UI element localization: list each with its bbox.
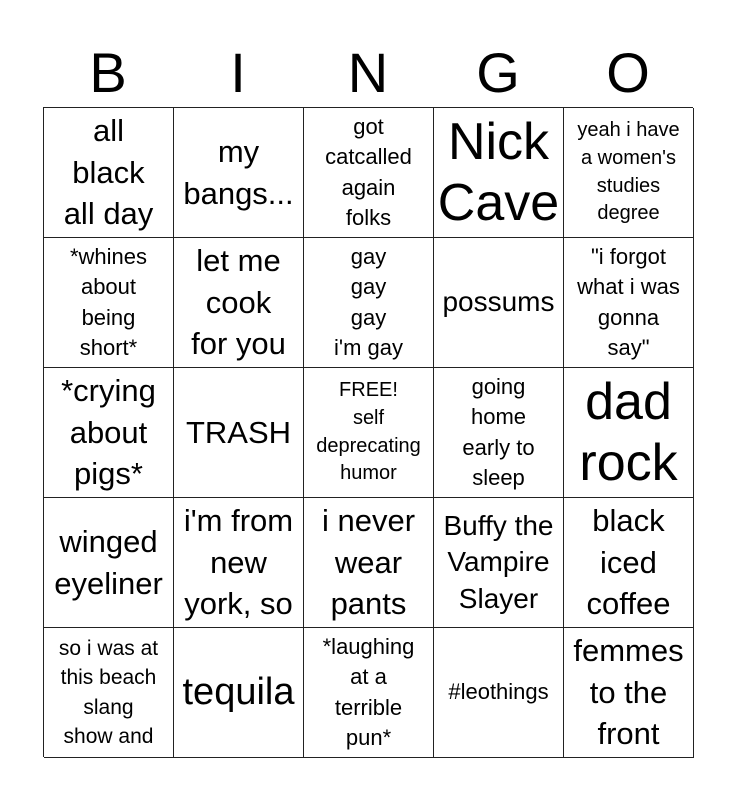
bingo-cell-r3c4[interactable] xyxy=(434,368,564,498)
cell-text: possums xyxy=(442,286,555,318)
cell-text: *crying about pigs* xyxy=(61,372,156,492)
cell-text: TRASH xyxy=(185,414,292,450)
cell-text: gay gay gay i'm gay xyxy=(334,243,403,360)
cell-text: Nick Cave xyxy=(437,113,560,232)
bingo-cell-r2c2[interactable] xyxy=(174,238,304,368)
cell-text: all black all day xyxy=(63,112,154,232)
header-letter-g: G xyxy=(476,41,520,104)
bingo-cell-r4c3[interactable] xyxy=(304,498,434,628)
cell-text: dad rock xyxy=(579,373,678,492)
header-letter-n: N xyxy=(347,41,389,104)
cell-text: let me cook for you xyxy=(191,242,286,362)
cell-text: Buffy the Vampire Slayer xyxy=(443,509,554,614)
bingo-cell-r5c1[interactable] xyxy=(44,628,174,758)
cell-text: i'm from new york, so xyxy=(183,502,294,622)
cell-text: going home early to sleep xyxy=(462,373,535,490)
bingo-cell-r2c4[interactable] xyxy=(434,238,564,368)
cell-text: FREE! self deprecating humor xyxy=(316,379,421,485)
cell-text: tequila xyxy=(182,670,295,713)
bingo-header xyxy=(43,40,693,106)
header-letter-o: O xyxy=(606,41,650,104)
cell-text: #leothings xyxy=(448,679,549,705)
bingo-cell-r2c3[interactable] xyxy=(304,238,434,368)
bingo-cell-r1c2[interactable] xyxy=(174,108,304,238)
bingo-cell-r1c5[interactable] xyxy=(564,108,694,238)
cell-text: got catcalled again folks xyxy=(325,113,412,230)
bingo-cell-r1c3[interactable] xyxy=(304,108,434,238)
cell-text: *laughing at a terrible pun* xyxy=(322,633,415,750)
cell-text: "i forgot what i was gonna say" xyxy=(577,243,680,360)
bingo-grid xyxy=(43,107,693,757)
bingo-cell-r5c3[interactable] xyxy=(304,628,434,758)
bingo-cell-r3c1[interactable] xyxy=(44,368,174,498)
bingo-cell-r2c1[interactable] xyxy=(44,238,174,368)
cell-text: black iced coffee xyxy=(586,502,671,622)
bingo-cell-r5c2[interactable] xyxy=(174,628,304,758)
bingo-cell-r4c2[interactable] xyxy=(174,498,304,628)
cell-text: my bangs... xyxy=(183,133,294,211)
bingo-cell-r3c2[interactable] xyxy=(174,368,304,498)
bingo-cell-r3c5[interactable] xyxy=(564,368,694,498)
bingo-cell-free-space[interactable] xyxy=(304,368,434,498)
header-letter-b: B xyxy=(89,41,127,104)
bingo-cell-r1c1[interactable] xyxy=(44,108,174,238)
bingo-cell-r5c5[interactable] xyxy=(564,628,694,758)
cell-text: femmes to the front xyxy=(573,632,684,752)
cell-text: so i was at this beach slang show and xyxy=(58,636,159,748)
header-letter-i: I xyxy=(230,41,246,104)
bingo-cell-r5c4[interactable] xyxy=(434,628,564,758)
cell-text: yeah i have a women's studies degree xyxy=(577,119,680,225)
cell-text: i never wear pants xyxy=(321,502,416,622)
cell-text: *whines about being short* xyxy=(69,243,148,360)
bingo-cell-r1c4[interactable] xyxy=(434,108,564,238)
bingo-cell-r2c5[interactable] xyxy=(564,238,694,368)
bingo-cell-r4c1[interactable] xyxy=(44,498,174,628)
bingo-cell-r4c5[interactable] xyxy=(564,498,694,628)
cell-text: winged eyeliner xyxy=(54,523,163,601)
bingo-cell-r4c4[interactable] xyxy=(434,498,564,628)
